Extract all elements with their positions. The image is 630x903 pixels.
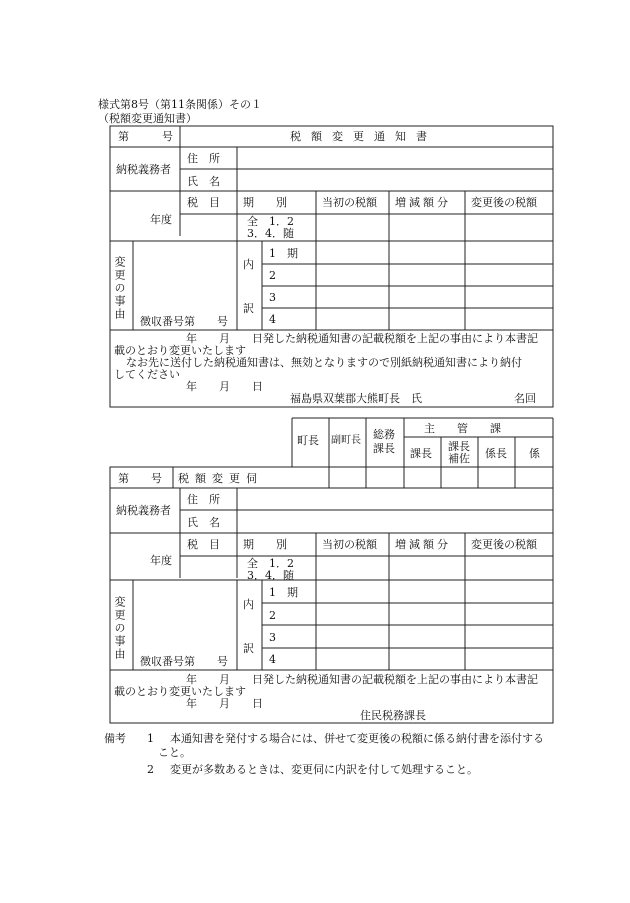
inquiry-title: 税額変更伺 <box>178 472 263 485</box>
inquiry-fiscal-year-label: 年度 <box>150 554 172 567</box>
inquiry-taxpayer-label: 納税義務者 <box>116 504 171 517</box>
dept-label: 主 管 課 <box>424 422 501 435</box>
form-number: 様式第8号（第11条関係）その１ <box>98 98 262 111</box>
original-tax-label: 当初の税額 <box>322 196 377 209</box>
inquiry-breakdown-row-2: 2 <box>269 609 276 622</box>
inquiry-address-label: 住 所 <box>187 493 220 506</box>
inquiry-breakdown-row-3: 3 <box>269 631 276 644</box>
general-affairs-label-1: 総務 <box>373 428 395 441</box>
notice-message-2: 載のとおり変更いたします <box>114 344 246 357</box>
seal-mark: 名回 <box>514 392 536 405</box>
fiscal-year-label: 年度 <box>150 213 172 226</box>
inquiry-breakdown-label-1: 内 <box>243 598 254 611</box>
inquiry-number-label: 第 号 <box>118 472 162 485</box>
assistant-label-1: 課長 <box>448 440 470 453</box>
general-affairs-label-2: 課長 <box>373 442 395 455</box>
after-tax-label: 変更後の税額 <box>471 196 537 209</box>
breakdown-row-2: 2 <box>269 269 276 282</box>
notice-message-1: 年 月 日発した納税通知書の記載税額を上記の事由により本書記 <box>186 332 538 345</box>
notice-title: 税額変更通知書 <box>290 130 437 143</box>
address-label: 住 所 <box>187 152 220 165</box>
notice-message-3: なお先に送付した納税通知書は、無効となりますので別紙納税通知書により納付 <box>126 356 522 369</box>
inquiry-period-label: 期 別 <box>243 538 287 551</box>
note-1-line-1: 本通知書を発付する場合には、併せて変更後の税額に係る納付書を添付する <box>170 732 544 745</box>
inquiry-collection-number-label: 徴収番号第 号 <box>140 655 228 668</box>
name-label: 氏 名 <box>187 175 220 188</box>
inquiry-original-tax-label: 当初の税額 <box>322 538 377 551</box>
assistant-label-2: 補佐 <box>448 452 470 465</box>
note-2-line-1: 変更が多数あるときは、変更伺に内訳を付して処理すること。 <box>170 763 478 776</box>
inquiry-name-label: 氏 名 <box>187 516 220 529</box>
notice-date: 年 月 日 <box>186 380 263 393</box>
period-label: 期 別 <box>243 196 287 209</box>
inquiry-message-2: 載のとおり変更いたします <box>114 685 246 698</box>
taxpayer-label: 納税義務者 <box>116 163 171 176</box>
inquiry-date: 年 月 日 <box>186 697 263 710</box>
notice-number-label: 第 号 <box>118 130 173 143</box>
notice-message-4: してください <box>114 368 180 381</box>
inquiry-message-1: 年 月 日発した納税通知書の記載税額を上記の事由により本書記 <box>186 673 538 686</box>
inquiry-period-options-1: 全 1．2 <box>247 557 294 570</box>
note-1-line-2: こと。 <box>158 746 191 759</box>
note-1-number: 1 <box>147 732 154 745</box>
inquiry-period-options-2: 3．4．随 <box>247 569 294 582</box>
period-options-2: 3．4．随 <box>247 227 294 240</box>
breakdown-row-4: 4 <box>269 313 276 326</box>
tax-item-label: 税 目 <box>187 196 220 209</box>
note-2-number: 2 <box>147 763 154 776</box>
mayor-label: 町長 <box>297 434 319 447</box>
inquiry-tax-item-label: 税 目 <box>187 538 220 551</box>
staff-label: 係 <box>529 447 540 460</box>
change-amount-label: 増減額分 <box>395 196 451 209</box>
breakdown-label-1: 内 <box>243 258 254 271</box>
inquiry-after-tax-label: 変更後の税額 <box>471 538 537 551</box>
inquiry-change-amount-label: 増減額分 <box>395 538 451 551</box>
inquiry-reason-label: 変更の事由 <box>113 596 126 661</box>
inquiry-breakdown-label-2: 訳 <box>243 642 254 655</box>
inquiry-issuer: 住民税務課長 <box>360 709 426 722</box>
notes-label: 備考 <box>104 732 126 745</box>
section-chief-label: 課長 <box>410 447 432 460</box>
subsection-chief-label: 係長 <box>485 447 507 460</box>
period-options-1: 全 1．2 <box>247 215 294 228</box>
vice-mayor-label: 副町長 <box>331 435 361 446</box>
breakdown-row-3: 3 <box>269 291 276 304</box>
reason-label: 変更の事由 <box>113 256 126 321</box>
breakdown-row-1: 1 期 <box>269 247 298 260</box>
form-subtitle: （税額変更通知書） <box>98 112 197 125</box>
notice-issuer: 福島県双葉郡大熊町長 氏 <box>290 392 422 405</box>
breakdown-label-2: 訳 <box>243 302 254 315</box>
inquiry-breakdown-row-4: 4 <box>269 653 276 666</box>
inquiry-breakdown-row-1: 1 期 <box>269 586 298 599</box>
collection-number-label: 徴収番号第 号 <box>140 315 228 328</box>
